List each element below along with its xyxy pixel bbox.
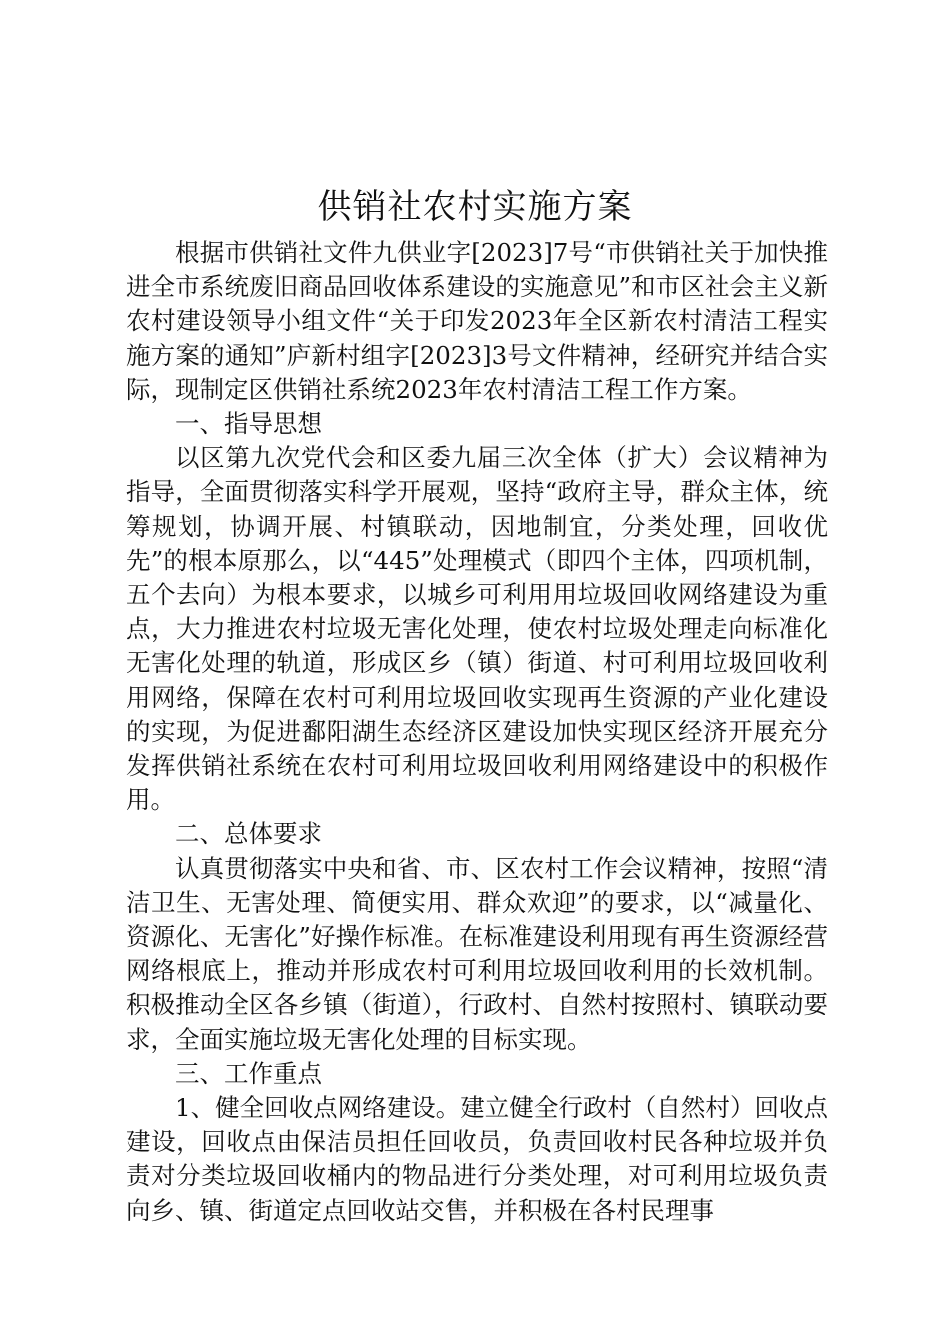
section-heading-work-focus: 三、工作重点	[175, 1058, 322, 1088]
section-paragraph-guiding-thought: 以区第九次党代会和区委九届三次全体（扩大）会议精神为指导，全面贯彻落实科学开展观，坚持“政府主导，群众主体，统筹规划，协调开展、村镇联动，因地制宜，分类处理，回收优先”的根本原那么，以“445”处理模式（即四个主体，四项机制，五个去向）为根本要求，以城乡可利用用垃圾回收网络建设为重点，大力推进农村垃圾无害化处理，使农村垃圾处理走向标准化无害化处理的轨道，形成区乡（镇）街道、村可利用垃圾回收利用网络，保障在农村可利用垃圾回收实现再生资源的产业化建设的实现，为促进鄱阳湖生态经济区建设加快实现区经济开展充分发挥供销社系统在农村可利用垃圾回收利用网络建设中的积极作用。	[126, 443, 828, 815]
document-title: 供销社农村实施方案	[317, 187, 633, 227]
intro-paragraph: 根据市供销社文件九供业字[2023]7号“市供销社关于加快推进全市系统废旧商品回收体系建设的实施意见”和市区社会主义新农村建设领导小组文件“关于印发2023年全区新农村清洁工程实施方案的通知”庐新村组字[2023]3号文件精神，经研究并结合实际，现制定区供销社系统2023年农村清洁工程工作方案。	[126, 238, 828, 404]
section-paragraph-work-focus: 1、健全回收点网络建设。建立健全行政村（自然村）回收点建设，回收点由保洁员担任回收员，负责回收村民各种垃圾并负责对分类垃圾回收桶内的物品进行分类处理，对可利用垃圾负责向乡、镇、街道定点回收站交售，并积极在各村民理事	[126, 1093, 828, 1225]
section-paragraph-general-requirements: 认真贯彻落实中央和省、市、区农村工作会议精神，按照“清洁卫生、无害处理、简便实用、群众欢迎”的要求，以“减量化、资源化、无害化”好操作标准。在标准建设利用现有再生资源经营网络根底上，推动并形成农村可利用垃圾回收利用的长效机制。积极推动全区各乡镇（街道），行政村、自然村按照村、镇联动要求，全面实施垃圾无害化处理的目标实现。	[126, 853, 828, 1054]
section-heading-general-requirements: 二、总体要求	[175, 819, 322, 849]
document-body	[126, 236, 828, 1228]
section-heading-guiding-thought: 一、指导思想	[175, 409, 322, 439]
